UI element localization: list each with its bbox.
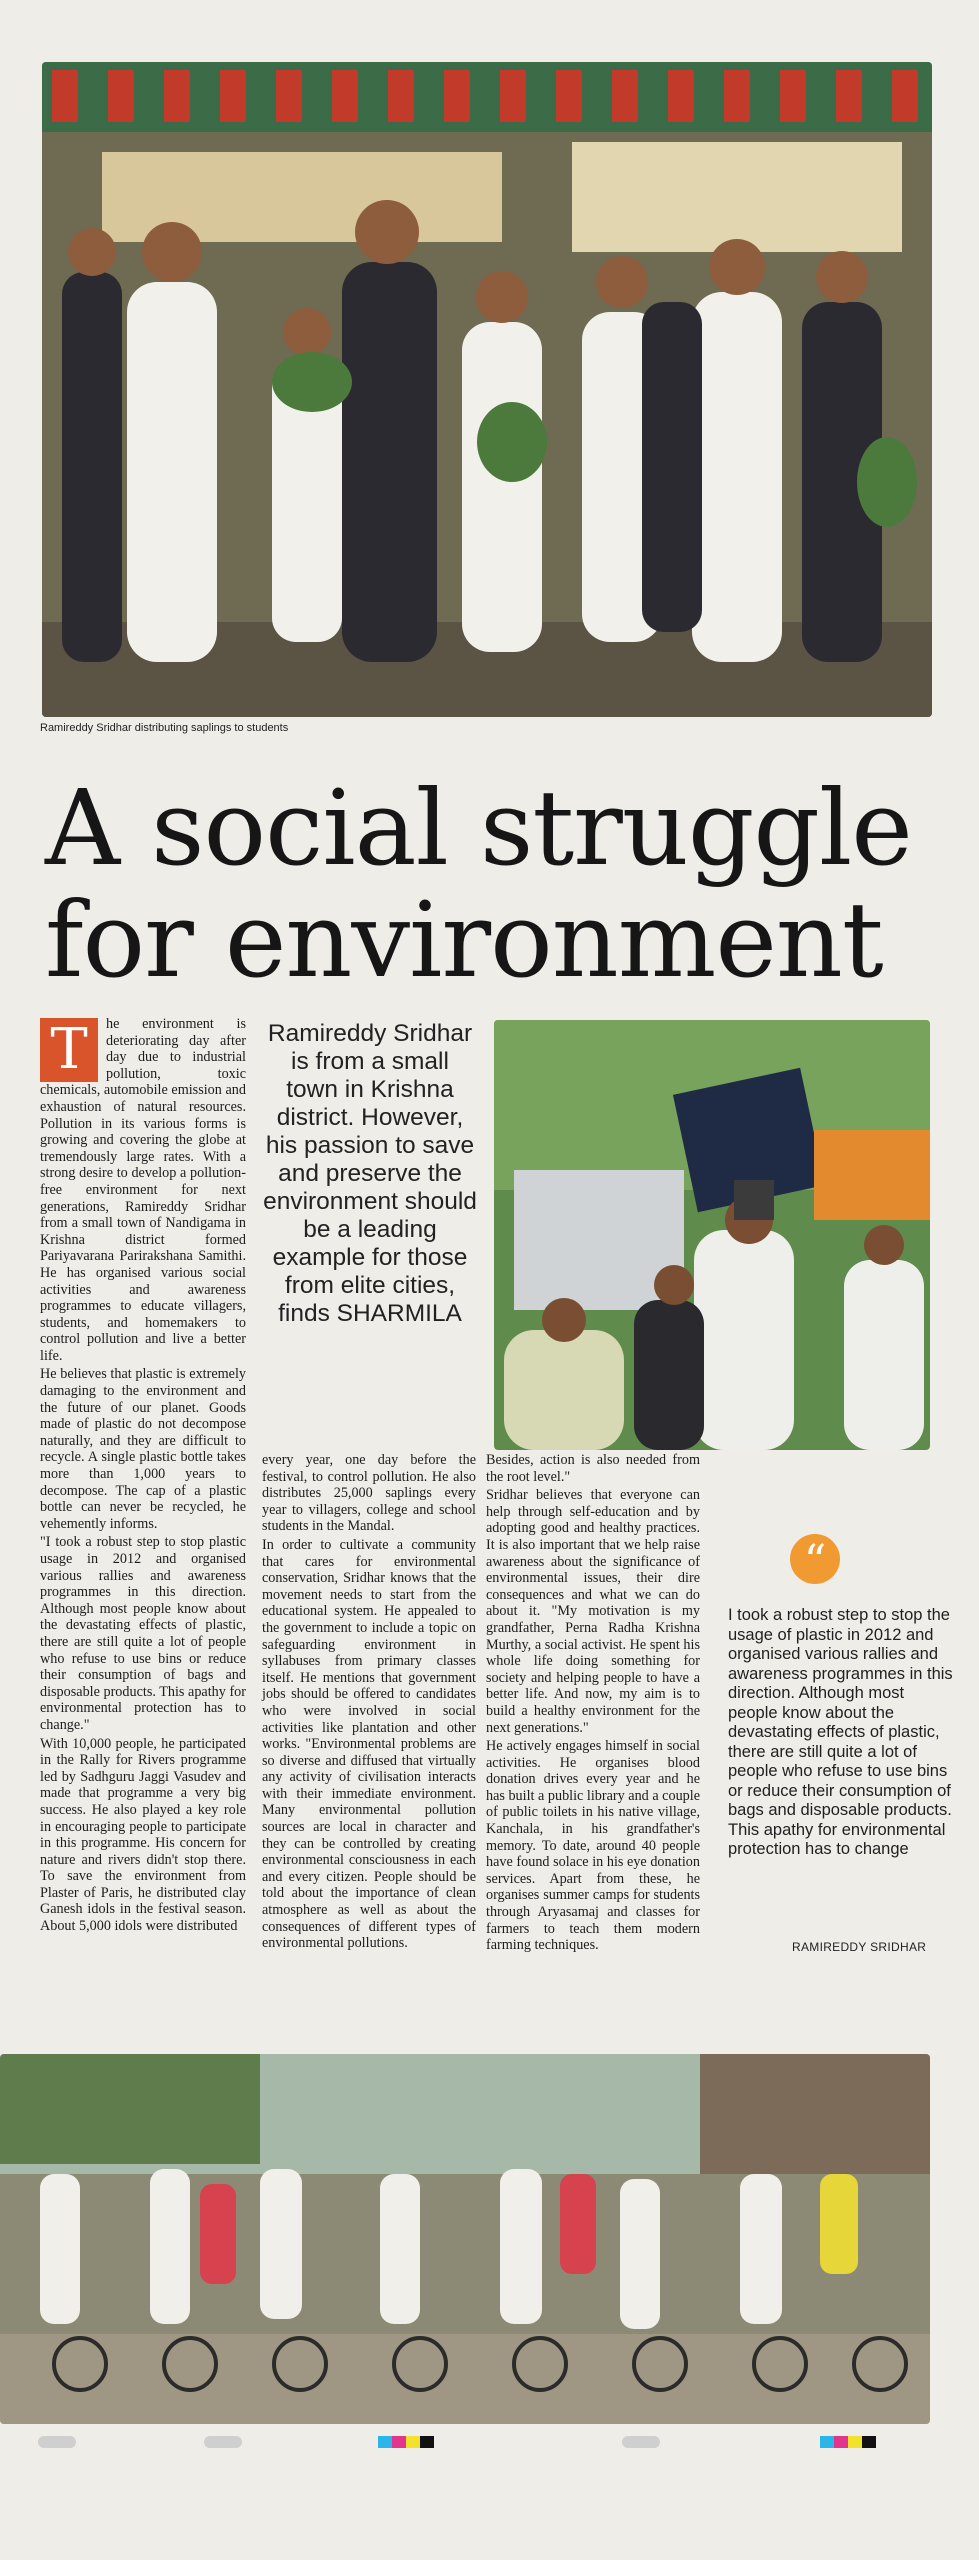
- body-paragraph: With 10,000 people, he participated in the Rally for Rivers programme led by Sadhguru Jaggi Vasudev and made that programme a very big success. He also played a key role in encouraging people to participate in this programme. His concern for nature and rivers didn't stop there. To save the environment from Plaster of Paris, he distributed clay Ganesh idols in the festival season. About 5,000 idols were distributed: [40, 1735, 246, 1935]
- headline-line-2: for environment: [45, 879, 883, 1001]
- pull-quote-credit: RAMIREDDY SRIDHAR: [792, 1940, 927, 1954]
- body-paragraph: In order to cultivate a community that cares for environmental conservation, Sridhar knows that the movement needs to start from the educational system. He appealed to the government to include a topic on safeguarding environment in syllabuses from primary classes itself. He mentions that government jobs should be offered to candidates who were involved in social activities like plantation and other works. "Environmental problems are so diverse and diffused that virtually any activity of civilisation interacts with their immediate environment. Many environmental pollution sources are local in character and they can be controlled by creating environmental consciousness in each and every citizen. People should be told about the importance of clean atmosphere as well as about the consequences of different types of environmental pollutions.: [262, 1536, 476, 1952]
- quote-mark-icon: “: [790, 1534, 840, 1584]
- body-paragraph: every year, one day before the festival, to control pollution. He also distributes 25,000 saplings every year to villagers, college and school students in the Mandal.: [262, 1452, 476, 1535]
- rally-photo-banner: [494, 1020, 930, 1450]
- body-paragraph: he environment is deteriorating day after day due to industrial pollution, toxic chemicals, automobile emission and exhaustion of natural resources. Pollution in its various forms is growing and covering the globe at tremendously large rates. With a strong desire to develop a pollution-free environment for next generations, Ramireddy Sridhar from a small town of Nandigama in Krishna district formed Pariyavarana Parirakshana Samithi. He has organised various social activities and awareness programmes to educate villagers, students, and homemakers to control pollution and live a better life.: [40, 1016, 246, 1364]
- color-registration-marks: [820, 2436, 876, 2448]
- article-column-3: [486, 1452, 700, 1956]
- body-paragraph: He believes that plastic is extremely damaging to the environment and the future of our planet. Goods made of plastic do not decompose naturally, and they are difficult to recycle. A single plastic bottle takes more than 1,000 years to decompose. The cap of a plastic bottle can never be recycled, he vehemently informs.: [40, 1366, 246, 1532]
- color-registration-marks: [378, 2436, 434, 2448]
- page-edge-mark: [204, 2436, 242, 2448]
- article-column-2: [262, 1452, 476, 1954]
- page-edge-mark: [38, 2436, 76, 2448]
- pull-quote: I took a robust step to stop the usage of plastic in 2012 and organised various rallies and awareness programmes in this direction. Although most people know about the devastating effects of plastic, there are still quite a lot of people who refuse to use bins or reduce their consumption of bags and disposable products. This apathy for environmental protection has to change: [728, 1606, 953, 1858]
- body-paragraph: Besides, action is also needed from the root level.": [486, 1452, 700, 1485]
- bottom-photo-cycle-rally: [0, 2054, 930, 2424]
- article-column-1: [40, 1016, 246, 1937]
- body-paragraph: "I took a robust step to stop plastic usage in 2012 and organised various rallies and awareness programmes in this direction. Although most people know about the devastating effects of plastic, there are still quite a lot of people who refuse to use bins or reduce their consumption of bags and disposable products. This apathy for environmental protection has to change.": [40, 1534, 246, 1733]
- headline-line-1: A social struggle: [45, 767, 912, 889]
- standfirst: Ramireddy Sridhar is from a small town in Krishna district. However, his passion to save and preserve the environment should be a leading example for those from elite cities, finds SHARMILA: [263, 1020, 477, 1327]
- page-edge-mark: [622, 2436, 660, 2448]
- top-photo-caption: Ramireddy Sridhar distributing saplings to students: [40, 722, 289, 734]
- top-photo-saplings: [42, 62, 932, 717]
- body-paragraph: He actively engages himself in social activities. He organises blood donation drives every year and he has built a public library and a couple of public toilets in his native village, Kanchala, in his grandfather's memory. To date, around 40 people have found solace in his eye donation services. Apart from these, he organises summer camps for students through Aryasamaj and classes for farmers to teach them modern farming techniques.: [486, 1738, 700, 1954]
- body-paragraph: Sridhar believes that everyone can help through self-education and by adopting good and healthy practices. It is also important that we help raise awareness about the significance of environmental issues, their dire consequences and what we can do about it. "My motivation is my grandfather, Perna Radha Krishna Murthy, a social activist. He spent his whole life doing something for society and helping people to have a better life. And now, my aim is to build a healthy environment for the next generations.": [486, 1487, 700, 1736]
- dropcap: T: [40, 1018, 98, 1082]
